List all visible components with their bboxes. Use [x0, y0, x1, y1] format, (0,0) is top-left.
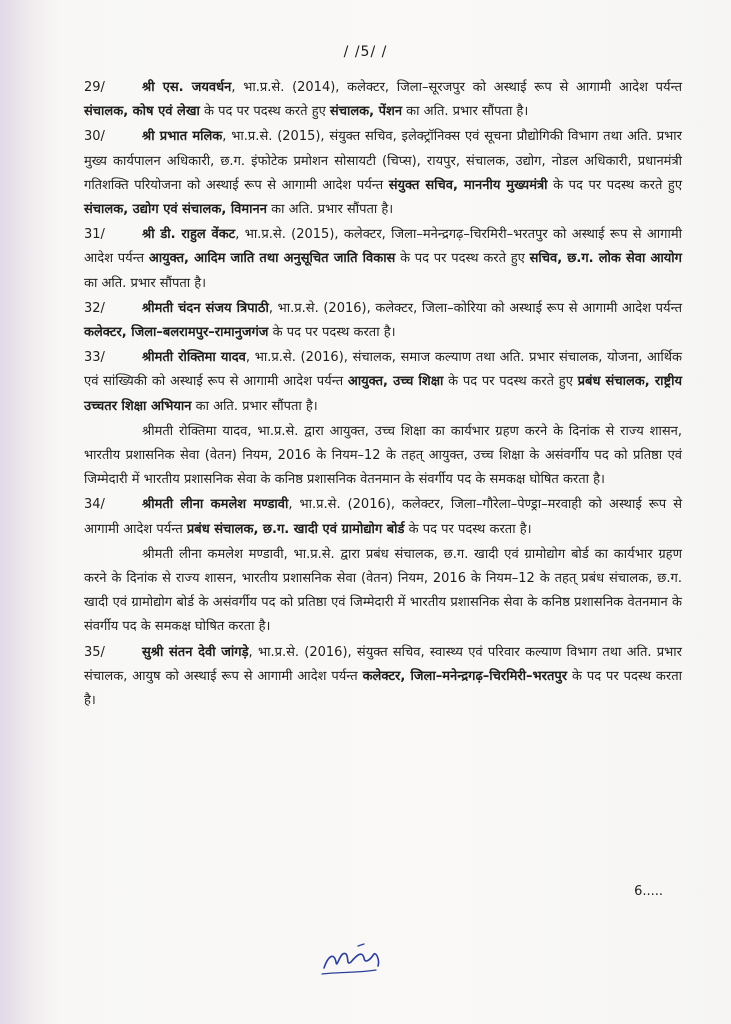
- order-text: के पद पर पदस्थ करते हुए: [443, 374, 578, 390]
- bold-text: कलेक्टर, जिला–मनेन्द्रगढ़–चिरमिरी–भरतपुर: [362, 668, 568, 684]
- order-text: के पद पर पदस्थ करता है।: [268, 325, 396, 341]
- bold-text: संचालक, उद्योग एवं संचालक, विमानन: [84, 202, 267, 218]
- order-item: [84, 346, 682, 419]
- page-number: / /5/ /: [343, 44, 388, 60]
- order-text: , भा.प्र.से. (2016), संचालक, समाज कल्याण तथा अति. प्रभार संचालक, योजना, आर्थिक एवं सांख्यिकी को अस्थाई रूप से आगामी आदेश पर्यन्त: [84, 350, 682, 390]
- bold-text: सुश्री संतन देवी जांगड़े: [142, 644, 249, 660]
- bold-text: आयुक्त, आदिम जाति तथा अनुसूचित जाति विकास: [148, 251, 396, 267]
- bold-text: सचिव, छ.ग. लोक सेवा आयोग: [529, 251, 682, 267]
- bold-text: श्रीमती रोक्तिमा यादव: [142, 350, 246, 366]
- order-text: का अति. प्रभार सौंपता है।: [84, 275, 207, 291]
- order-item: [84, 223, 682, 296]
- bold-text: संयुक्त सचिव, माननीय मुख्यमंत्री: [388, 177, 548, 193]
- order-note: [84, 420, 682, 493]
- order-number: 35/: [84, 644, 105, 660]
- order-note: [84, 543, 682, 640]
- order-text: का अति. प्रभार सौंपता है।: [266, 202, 394, 218]
- order-item: [84, 493, 682, 541]
- order-number: 30/: [84, 129, 105, 145]
- bold-text: श्रीमती चंदन संजय त्रिपाठी: [142, 300, 269, 316]
- order-text: के पद पर पदस्थ करता है।: [84, 668, 682, 709]
- order-text: के पद पर पदस्थ करते हुए: [547, 177, 683, 193]
- order-text: का अति. प्रभार सौंपता है।: [402, 104, 529, 120]
- note-text: श्रीमती रोक्तिमा यादव, भा.प्र.से. द्वारा आयुक्त, उच्च शिक्षा का कार्यभार ग्रहण करने के दिनांक से राज्य शासन, भारतीय प्रशासनिक सेवा (वेतन) नियम, 2016 के नियम–12 के तहत् आयुक्त, उच्च शिक्षा के असंवर्गीय पद को प्रतिष्ठा एवं जिम्मेदारी में भारतीय प्रशासनिक सेवा के कनिष्ठ प्रशासनिक वेतनमान के संवर्गीय पद के समकक्ष घोषित करता है।: [84, 423, 682, 488]
- order-text: , भा.प्र.से. (2015), कलेक्टर, जिला–मनेन्द्रगढ़–चिरमिरी–भरतपुर को अस्थाई रूप से आगामी आदेश पर्यन्त: [84, 227, 682, 267]
- bold-text: प्रबंध संचालक, राष्ट्रीय उच्चतर शिक्षा अभियान: [84, 374, 683, 414]
- bold-text: श्री प्रभात मलिक: [142, 129, 223, 145]
- order-text: , भा.प्र.से. (2016), संयुक्त सचिव, स्वास्थ्य एवं परिवार कल्याण विभाग तथा अति. प्रभार संचालक, आयुष को अस्थाई रूप से आगामी आदेश पर्यन्त: [84, 644, 682, 684]
- signature-mark: [318, 940, 388, 980]
- order-number: 29/: [84, 80, 105, 95]
- order-item: [84, 641, 682, 714]
- bold-text: प्रबंध संचालक, छ.ग. खादी एवं ग्रामोद्योग बोर्ड: [186, 521, 405, 537]
- order-text: , भा.प्र.से. (2015), संयुक्त सचिव, इलेक्ट्रॉनिक्स एवं सूचना प्रौद्योगिकी विभाग तथा अति. प्रभार मुख्य कार्यपालन अधिकारी, छ.ग. इंफोटेक प्रमोशन सोसायटी (चिप्स), रायपुर, संचालक, उद्योग, नोडल अधिकारी, प्रधानमंत्री गतिशक्ति परियोजना को अस्थाई रूप से आगामी आदेश पर्यन्त: [84, 129, 682, 193]
- bold-text: संचालक, कोष एवं लेखा: [84, 104, 200, 120]
- order-text: के पद पर पदस्थ करता है।: [404, 521, 532, 537]
- bold-text: श्रीमती लीना कमलेश मण्डावी: [142, 497, 289, 513]
- next-page-marker: 6.....: [634, 884, 663, 899]
- order-number: 31/: [84, 227, 105, 243]
- order-text: , भा.प्र.से. (2014), कलेक्टर, जिला–सूरजपुर को अस्थाई रूप से आगामी आदेश पर्यन्त: [231, 80, 682, 95]
- order-text: , भा.प्र.से. (2016), कलेक्टर, जिला–कोरिया को अस्थाई रूप से आगामी आदेश पर्यन्त: [268, 300, 682, 316]
- order-number: 32/: [84, 300, 105, 316]
- order-list: [84, 76, 682, 714]
- order-text: का अति. प्रभार सौंपता है।: [191, 398, 318, 414]
- order-number: 33/: [84, 350, 105, 366]
- bold-text: श्री डी. राहुल वेंकट: [142, 227, 236, 243]
- note-text: श्रीमती लीना कमलेश मण्डावी, भा.प्र.से. द्वारा प्रबंध संचालक, छ.ग. खादी एवं ग्रामोद्योग बोर्ड का कार्यभार ग्रहण करने के दिनांक से राज्य शासन, भारतीय प्रशासनिक सेवा (वेतन) नियम, 2016 के नियम–12 के तहत् प्रबंध संचालक, छ.ग. खादी एवं ग्रामोद्योग बोर्ड के असंवर्गीय पद को प्रतिष्ठा एवं जिम्मेदारी में भारतीय प्रशासनिक सेवा के कनिष्ठ प्रशासनिक वेतनमान के संवर्गीय पद के समकक्ष घोषित करता है।: [84, 546, 682, 635]
- order-text: , भा.प्र.से. (2016), कलेक्टर, जिला–गौरेला–पेण्ड्रा–मरवाही को अस्थाई रूप से आगामी आदेश पर्यन्त: [84, 497, 682, 537]
- bold-text: कलेक्टर, जिला–बलरामपुर–रामानुजगंज: [84, 325, 269, 341]
- bold-text: आयुक्त, उच्च शिक्षा: [347, 374, 444, 390]
- order-item: [84, 125, 682, 222]
- bold-text: श्री एस. जयवर्धन: [142, 80, 232, 95]
- bold-text: संचालक, पेंशन: [329, 104, 403, 120]
- order-text: के पद पर पदस्थ करते हुए: [395, 251, 530, 267]
- order-item: [84, 76, 682, 124]
- order-item: [84, 297, 682, 345]
- page-edge-shading: [0, 0, 60, 1024]
- order-text: के पद पर पदस्थ करते हुए: [199, 104, 330, 120]
- order-number: 34/: [84, 497, 105, 513]
